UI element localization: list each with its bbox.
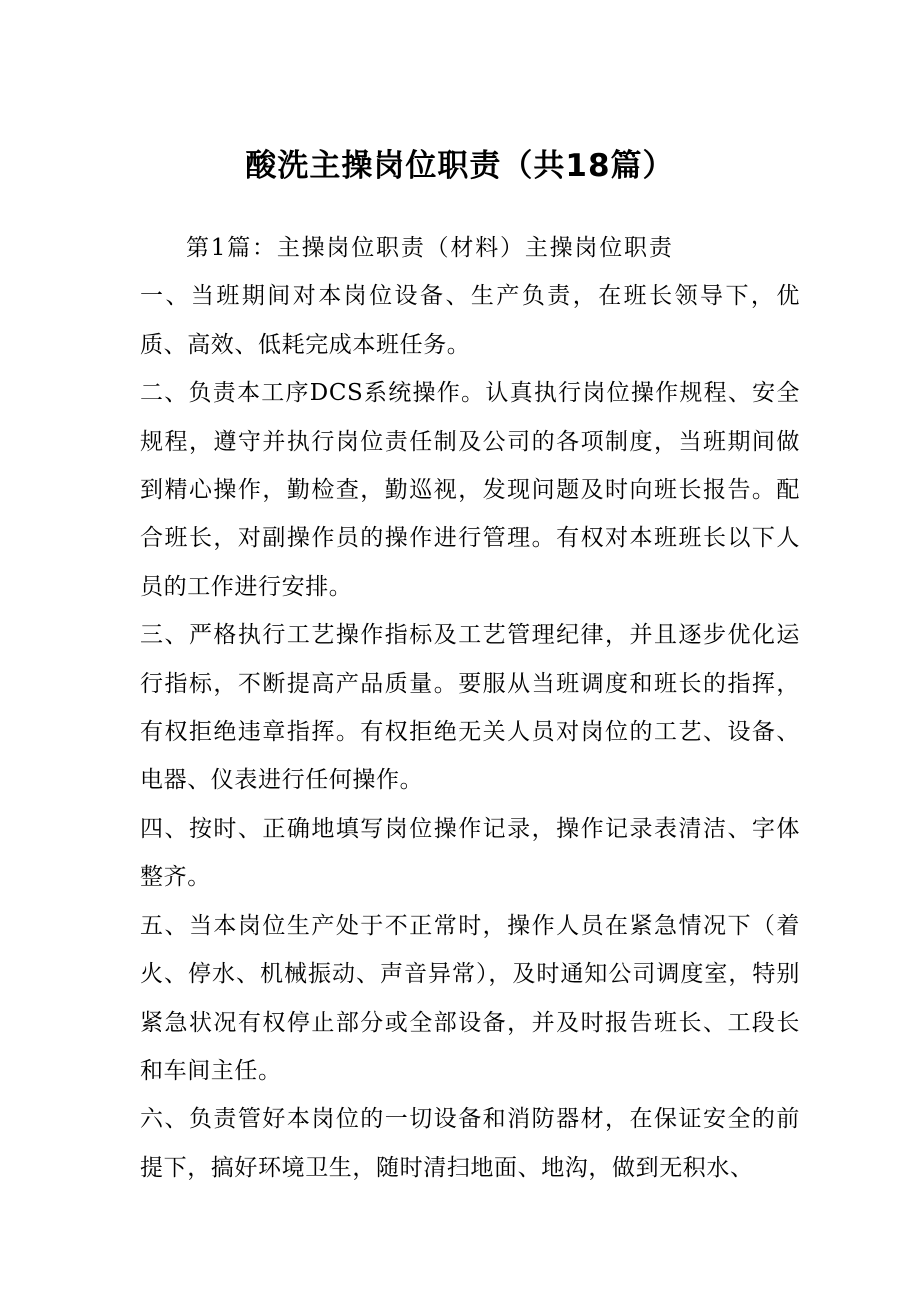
document-title: 酸洗主操岗位职责（共18篇） — [245, 148, 675, 184]
document-body — [140, 224, 800, 1192]
paragraph-6: 六、负责管好本岗位的一切设备和消防器材，在保证安全的前提下，搞好环境卫生，随时清扫地面、地沟，做到无积水、 — [140, 1106, 800, 1181]
paragraph-4: 四、按时、正确地填写岗位操作记录，操作记录表清洁、字体整齐。 — [140, 815, 800, 891]
paragraph-3: 三、严格执行工艺操作指标及工艺管理纪律，并且逐步优化运行指标，不断提高产品质量。要服从当班调度和班长的指挥，有权拒绝违章指挥。有权拒绝无关人员对岗位的工艺、设备、电器、仪表进行任何操作。 — [140, 622, 800, 794]
paragraph-5: 五、当本岗位生产处于不正常时，操作人员在紧急情况下（着火、停水、机械振动、声音异常），及时通知公司调度室，特别紧急状况有权停止部分或全部设备，并及时报告班长、工段长和车间主任。 — [140, 912, 800, 1084]
paragraph-2: 二、负责本工序DCS系统操作。认真执行岗位操作规程、安全规程，遵守并执行岗位责任制及公司的各项制度，当班期间做到精心操作，勤检查，勤巡视，发现问题及时向班长报告。配合班长，对副操作员的操作进行管理。有权对本班班长以下人员的工作进行安排。 — [140, 380, 800, 600]
chapter-heading: 第1篇：主操岗位职责（材料）主操岗位职责 — [186, 235, 674, 261]
paragraph-1: 一、当班期间对本岗位设备、生产负责，在班长领导下，优质、高效、低耗完成本班任务。 — [140, 283, 800, 358]
